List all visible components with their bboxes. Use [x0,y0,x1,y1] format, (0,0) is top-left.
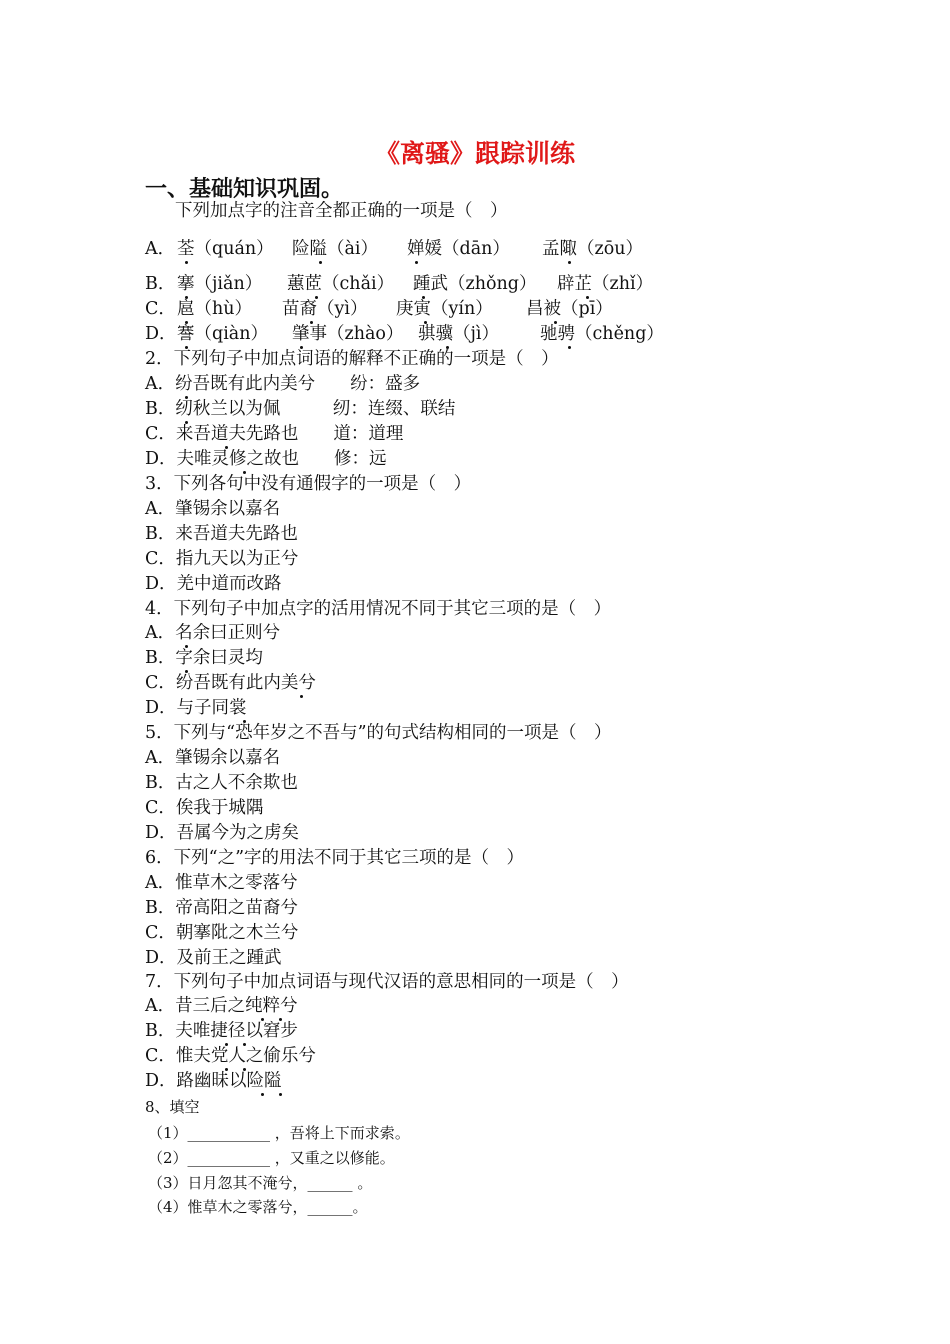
question-5-stem: 5．下列与“恐年岁之不吾与”的句式结构相同的一项是（ ） [145,723,612,743]
option-label: B． [145,274,176,294]
question-8-stem: 8、填空 [145,1098,200,1116]
question-6-option-b: B．帝高阳之苗裔兮 [145,898,298,918]
question-1-stem: 下列加点字的注音全都正确的一项是（ ） [175,201,508,221]
emphasis-dot [185,321,188,324]
option-item: 险隘（ài） [292,239,379,259]
question-7-option-d: D．路幽昧以险隘 [145,1071,282,1091]
question-3-option-d: D．羌中道而改路 [145,574,282,594]
question-7-option-b: B．夫唯捷径以窘步 [145,1021,298,1041]
option-item: 驰骋（chěng） [540,324,664,344]
option-label: C． [145,299,176,319]
document-title: 《离骚》跟踪训练 [374,139,575,168]
question-5-option-d: D．吾属今为之虏矣 [145,823,300,843]
question-5-option-b: B．古之人不余欺也 [145,773,298,793]
option-item: 謇（qiàn） [177,324,269,344]
section-heading: 一、基础知识巩固。 [145,176,344,202]
question-6-stem: 6．下列“之”字的用法不同于其它三项的是（ ） [145,848,525,868]
question-6-option-d: D．及前王之踵武 [145,948,282,968]
question-7-option-c: C．惟夫党人之偷乐兮 [145,1046,316,1066]
emphasis-dot [319,261,322,264]
emphasis-dot [185,670,188,673]
question-2-option-c: C．来吾道夫先路也 道：道理 [145,424,404,444]
option-item: 蕙茝（chǎi） [287,274,395,294]
emphasis-dot [300,695,303,698]
question-2-stem: 2．下列句子中加点词语的解释不正确的一项是（ ） [145,349,559,369]
question-4-option-a: A．名余曰正则兮 [145,623,281,643]
question-4-stem: 4．下列句子中加点字的活用情况不同于其它三项的是（ ） [145,599,612,619]
fill-blank-2: （2）___________ ，又重之以修能。 [148,1149,395,1167]
emphasis-dot [185,645,188,648]
emphasis-dot [185,346,188,349]
emphasis-dot [185,396,188,399]
option-item: 踵武（zhǒng） [413,274,537,294]
question-4-option-c: C．纷吾既有此内美兮 [145,673,316,693]
emphasis-dot [261,1093,264,1096]
emphasis-dot [243,1068,246,1071]
emphasis-dot [446,346,449,349]
option-item: 骐骥（jì） [418,324,500,344]
emphasis-dot [243,720,246,723]
fill-blank-1: （1）___________ ，吾将上下而求索。 [148,1124,410,1142]
emphasis-dot [185,261,188,264]
fill-blank-4: （4）惟草木之零落兮，______。 [148,1198,368,1216]
emphasis-dot [185,421,188,424]
emphasis-dot [568,261,571,264]
option-item: 昌被（pī） [526,299,613,319]
option-item: 扈（hù） [177,299,253,319]
emphasis-dot [279,1018,282,1021]
question-4-option-d: D．与子同裳 [145,698,247,718]
option-item: 庚寅（yín） [396,299,493,319]
emphasis-dot [243,471,246,474]
emphasis-dot [225,1043,228,1046]
option-item: 辟芷（zhǐ） [557,274,654,294]
emphasis-dot [261,1018,264,1021]
question-3-option-a: A．肇锡余以嘉名 [145,499,281,519]
option-item: 婵媛（dān） [407,239,510,259]
question-2-option-b: B．纫秋兰以为佩 纫：连缀、联结 [145,399,456,419]
emphasis-dot [243,1043,246,1046]
question-5-option-c: C．俟我于城隅 [145,798,264,818]
emphasis-dot [424,321,427,324]
emphasis-dot [225,446,228,449]
emphasis-dot [422,296,425,299]
question-7-option-a: A．昔三后之纯粹兮 [145,996,298,1016]
question-5-option-a: A．肇锡余以嘉名 [145,748,281,768]
question-6-option-c: C．朝搴阰之木兰兮 [145,923,299,943]
question-6-option-a: A．惟草木之零落兮 [145,873,298,893]
question-3-option-c: C．指九天以为正兮 [145,549,299,569]
emphasis-dot [554,321,557,324]
emphasis-dot [279,1093,282,1096]
question-3-stem: 3．下列各句中没有通假字的一项是（ ） [145,474,472,494]
question-4-option-b: B．字余曰灵均 [145,648,263,668]
option-item: 荃（quán） [177,239,274,259]
emphasis-dot [568,346,571,349]
emphasis-dot [415,261,418,264]
question-3-option-b: B．来吾道夫先路也 [145,524,298,544]
emphasis-dot [586,296,589,299]
option-label: A． [145,239,176,259]
emphasis-dot [315,296,318,299]
question-2-option-d: D．夫唯灵修之故也 修：远 [145,449,387,469]
emphasis-dot [300,346,303,349]
question-2-option-a: A．纷吾既有此内美兮 纷：盛多 [145,374,421,394]
option-item: 苗裔（yì） [282,299,368,319]
fill-blank-3: （3）日月忽其不淹兮，______ 。 [148,1174,373,1192]
option-item: 孟陬（zōu） [542,239,644,259]
question-7-stem: 7．下列句子中加点词语与现代汉语的意思相同的一项是（ ） [145,972,629,992]
option-label: D． [145,324,177,344]
emphasis-dot [185,296,188,299]
option-item: 肇事（zhào） [292,324,404,344]
option-item: 搴（jiǎn） [177,274,263,294]
emphasis-dot [310,321,313,324]
emphasis-dot [225,1068,228,1071]
